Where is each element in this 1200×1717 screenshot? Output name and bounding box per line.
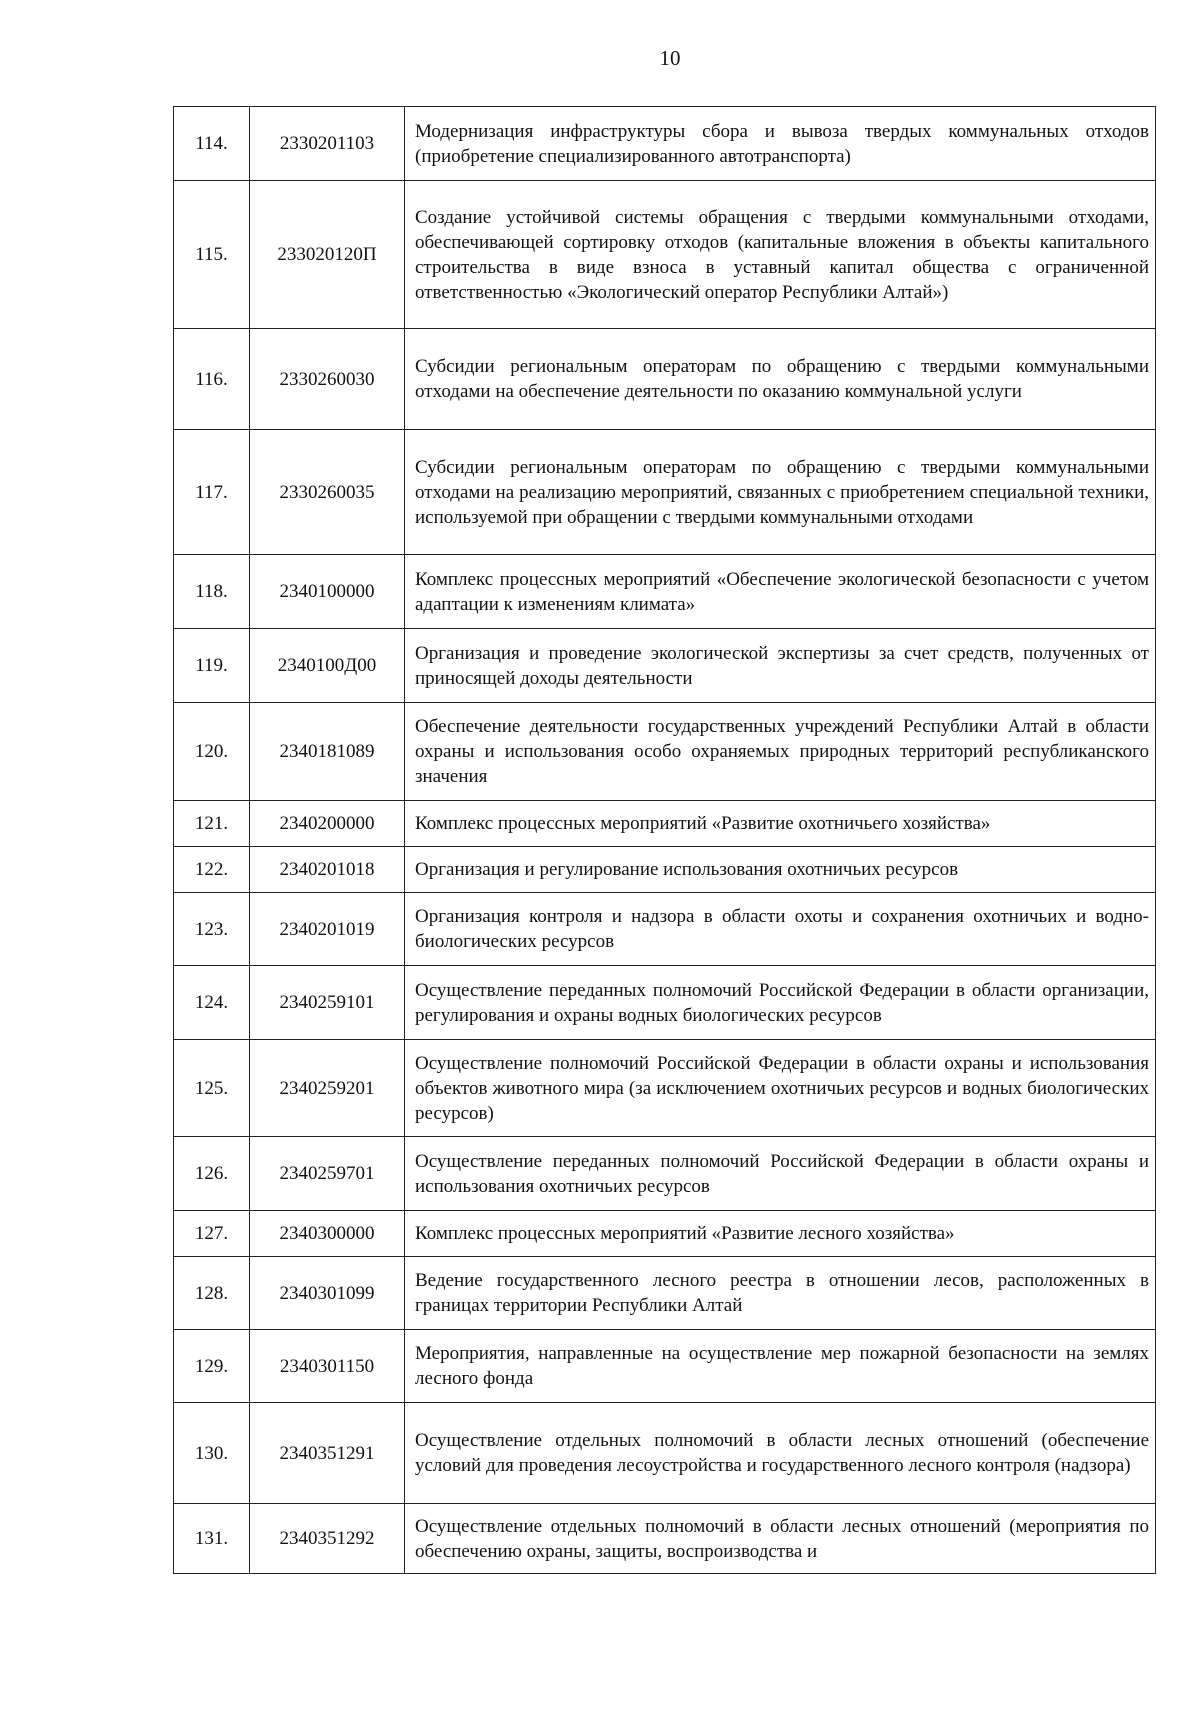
budget-code: 2330260030 <box>250 329 405 430</box>
expense-name: Обеспечение деятельности государственных учреждений Республики Алтай в области охраны и использования особо охраняемых природных территорий республиканского значения <box>405 703 1156 801</box>
budget-code: 2340201019 <box>250 893 405 966</box>
expense-name: Осуществление переданных полномочий Российской Федерации в области охраны и использования охотничьих ресурсов <box>405 1137 1156 1211</box>
table-row <box>174 1403 1156 1504</box>
budget-code: 2340200000 <box>250 801 405 847</box>
expense-name: Организация и проведение экологической экспертизы за счет средств, полученных от приносящей доходы деятельности <box>405 629 1156 703</box>
budget-code: 2330260035 <box>250 430 405 555</box>
classification-table <box>173 106 1156 1574</box>
budget-code: 233020120П <box>250 181 405 329</box>
expense-name: Ведение государственного лесного реестра в отношении лесов, расположенных в границах территории Республики Алтай <box>405 1257 1156 1330</box>
table-row <box>174 629 1156 703</box>
budget-code: 2340259701 <box>250 1137 405 1211</box>
budget-code: 2330201103 <box>250 107 405 181</box>
row-number: 115. <box>174 181 250 329</box>
row-number: 130. <box>174 1403 250 1504</box>
expense-name: Осуществление отдельных полномочий в области лесных отношений (мероприятия по обеспечению охраны, защиты, воспроизводства и <box>405 1504 1156 1574</box>
budget-code: 2340100000 <box>250 555 405 629</box>
table-row <box>174 703 1156 801</box>
expense-name: Осуществление переданных полномочий Российской Федерации в области организации, регулирования и охраны водных биологических ресурсов <box>405 966 1156 1040</box>
table-row <box>174 1137 1156 1211</box>
table-row <box>174 1504 1156 1574</box>
expense-name: Осуществление полномочий Российской Федерации в области охраны и использования объектов животного мира (за исключением охотничьих ресурсов и водных биологических ресурсов) <box>405 1040 1156 1137</box>
budget-code: 2340259201 <box>250 1040 405 1137</box>
row-number: 119. <box>174 629 250 703</box>
page-number: 10 <box>659 46 681 70</box>
expense-name: Комплекс процессных мероприятий «Развитие лесного хозяйства» <box>405 1211 1156 1257</box>
expense-name: Комплекс процессных мероприятий «Обеспечение экологической безопасности с учетом адаптации к изменениям климата» <box>405 555 1156 629</box>
row-number: 114. <box>174 107 250 181</box>
budget-code: 2340351292 <box>250 1504 405 1574</box>
row-number: 117. <box>174 430 250 555</box>
row-number: 121. <box>174 801 250 847</box>
expense-name: Субсидии региональным операторам по обращению с твердыми коммунальными отходами на реализацию мероприятий, связанных с приобретением специальной техники, используемой при обращении с твердыми коммунальными отходами <box>405 430 1156 555</box>
table-row <box>174 181 1156 329</box>
budget-code: 2340300000 <box>250 1211 405 1257</box>
expense-name: Модернизация инфраструктуры сбора и вывоза твердых коммунальных отходов (приобретение специализированного автотранспорта) <box>405 107 1156 181</box>
row-number: 120. <box>174 703 250 801</box>
table-row <box>174 329 1156 430</box>
table-row <box>174 893 1156 966</box>
table-row <box>174 107 1156 181</box>
row-number: 125. <box>174 1040 250 1137</box>
table-row <box>174 1040 1156 1137</box>
table-row <box>174 430 1156 555</box>
row-number: 118. <box>174 555 250 629</box>
row-number: 131. <box>174 1504 250 1574</box>
expense-name: Создание устойчивой системы обращения с твердыми коммунальными отходами, обеспечивающей сортировку отходов (капитальные вложения в объекты капитального строительства в виде взноса в уставный капитал общества с ограниченной ответственностью «Экологический оператор Республики Алтай») <box>405 181 1156 329</box>
budget-code: 2340100Д00 <box>250 629 405 703</box>
budget-code: 2340201018 <box>250 847 405 893</box>
table-row <box>174 555 1156 629</box>
table-row <box>174 1211 1156 1257</box>
expense-name: Организация контроля и надзора в области охоты и сохранения охотничьих и водно-биологических ресурсов <box>405 893 1156 966</box>
table-row <box>174 1257 1156 1330</box>
row-number: 124. <box>174 966 250 1040</box>
row-number: 126. <box>174 1137 250 1211</box>
row-number: 129. <box>174 1330 250 1403</box>
expense-name: Мероприятия, направленные на осуществление мер пожарной безопасности на землях лесного фонда <box>405 1330 1156 1403</box>
budget-code: 2340301099 <box>250 1257 405 1330</box>
row-number: 123. <box>174 893 250 966</box>
expense-name: Субсидии региональным операторам по обращению с твердыми коммунальными отходами на обеспечение деятельности по оказанию коммунальной услуги <box>405 329 1156 430</box>
expense-name: Комплекс процессных мероприятий «Развитие охотничьего хозяйства» <box>405 801 1156 847</box>
row-number: 127. <box>174 1211 250 1257</box>
table-row <box>174 966 1156 1040</box>
table-row <box>174 847 1156 893</box>
row-number: 128. <box>174 1257 250 1330</box>
row-number: 122. <box>174 847 250 893</box>
table-row <box>174 801 1156 847</box>
budget-code: 2340351291 <box>250 1403 405 1504</box>
table-row <box>174 1330 1156 1403</box>
expense-name: Организация и регулирование использования охотничьих ресурсов <box>405 847 1156 893</box>
budget-code: 2340301150 <box>250 1330 405 1403</box>
budget-code: 2340181089 <box>250 703 405 801</box>
row-number: 116. <box>174 329 250 430</box>
expense-name: Осуществление отдельных полномочий в области лесных отношений (обеспечение условий для проведения лесоустройства и государственного лесного контроля (надзора) <box>405 1403 1156 1504</box>
budget-code: 2340259101 <box>250 966 405 1040</box>
